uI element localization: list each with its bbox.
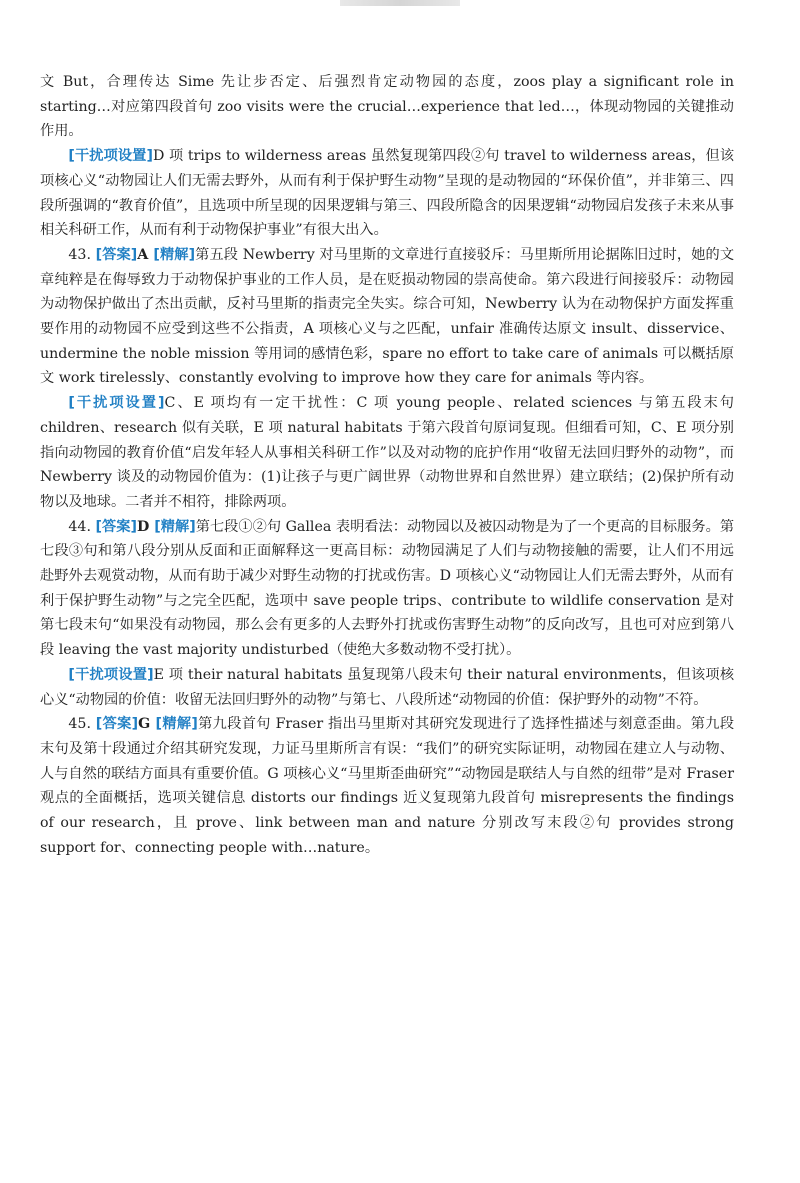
question-number: 43. (68, 246, 96, 263)
answer-letter: A (137, 246, 154, 263)
distractor-tag: [干扰项设置] (68, 148, 153, 165)
para-text: 文 But，合理传达 Sime 先让步否定、后强烈肯定动物园的态度，zoos play a significant role in starting…对应第四段首句 zoo visits were the crucial…experience that led…，体现动物园的关键推动作用。 (40, 74, 734, 140)
question-number: 45. (68, 716, 96, 733)
question-number: 44. (68, 518, 96, 535)
distractor-tag: [干扰项设置] (68, 666, 154, 683)
para-text: E 项 their natural habitats 虽复现第八段末句 their natural environments，但该项核心义“动物园的价值：收留无法回归野外的动物”与第七、八段所述“动物园的价值：保护野外的动物”不符。 (40, 666, 735, 708)
para-q43-answer (40, 243, 734, 391)
para-q45-answer (40, 712, 734, 860)
answer-tag: [答案] (95, 246, 138, 263)
explanation-tag: [精解] (153, 246, 196, 263)
para-q42-distractor (40, 144, 734, 243)
page-top-mark (340, 0, 460, 6)
explanation-tag: [精解] (155, 716, 198, 733)
para-text: 第九段首句 Fraser 指出马里斯对其研究发现进行了选择性描述与刻意歪曲。第九段末句及第十段通过介绍其研究发现，力证马里斯所言有误：“我们”的研究实际证明，动物园在建立人与动物、人与自然的联结方面具有重要价值。G 项核心义“马里斯歪曲研究”“动物园是联结人与自然的纽带”是对 Fraser 观点的全面概括，选项关键信息 distorts our findings 近义复现第九段首句 misrepresents the findings of our research，且 prove、link between man and nature 分别改写末段②句 provides strong support for、connecting people with…nature。 (40, 716, 735, 856)
para-text: 第五段 Newberry 对马里斯的文章进行直接驳斥：马里斯所用论据陈旧过时，她的文章纯粹是在侮辱致力于动物保护事业的工作人员，是在贬损动物园的崇高使命。第六段进行间接驳斥：动物园为动物保护做出了杰出贡献，反衬马里斯的指责完全失实。综合可知，Newberry 认为在动物保护方面发挥重要作用的动物园不应受到这些不公指责，A 项核心义与之匹配，unfair 准确传达原文 insult、disservice、undermine the noble mission 等用词的感情色彩，spare no effort to take care of animals 可以概括原文 work tirelessly、constantly evolving to improve how they care for animals 等内容。 (40, 246, 735, 387)
answer-letter: G (138, 716, 156, 733)
answer-tag: [答案] (95, 518, 137, 535)
para-text: D 项 trips to wilderness areas 虽然复现第四段②句 travel to wilderness areas，但该项核心义“动物园让人们无需去野外，从而有利于保护野生动物”呈现的是动物园的“环保价值”，并非第三、四段所强调的“教育价值”，且选项中所呈现的因果逻辑与第三、四段所隐含的因果逻辑“动物园启发孩子未来从事相关科研工作，从而有利于动物保护事业”有很大出入。 (40, 148, 735, 239)
distractor-tag: [干扰项设置] (68, 395, 165, 412)
para-text: 第七段①②句 Gallea 表明看法：动物园以及被囚动物是为了一个更高的目标服务。第七段③句和第八段分别从反面和正面解释这一更高目标：动物园满足了人们与动物接触的需要，让人们不用远赴野外去观赏动物，从而有助于减少对野生动物的打扰或伤害。D 项核心义“动物园让人们无需去野外，从而有利于保护野生动物”与之完全匹配，选项中 save people trips、contribute to wildlife conservation 是对第七段末句“如果没有动物园，那么会有更多的人去野外打扰或伤害野生动物”的反向改写，且也可对应到第八段 leaving the vast majority undisturbed（使绝大多数动物不受打扰）。 (40, 518, 735, 659)
answer-letter: D (136, 518, 155, 535)
para-q44-distractor (40, 663, 734, 712)
answer-explanation-text (40, 70, 734, 861)
explanation-tag: [精解] (154, 518, 196, 535)
para-q44-answer (40, 515, 734, 663)
para-q43-distractor (40, 391, 734, 515)
para-continuation (40, 70, 734, 144)
answer-tag: [答案] (95, 716, 139, 733)
para-text: C、E 项均有一定干扰性：C 项 young people、related sciences 与第五段末句 children、research 似有关联，E 项 natural habitats 于第六段首句原词复现。但细看可知，C、E 项分别指向动物园的教育价值“启发年轻人从事相关科研工作”以及对动物的庇护作用“收留无法回归野外的动物”，而 Newberry 谈及的动物园价值为：(1)让孩子与更广阔世界（动物世界和自然世界）建立联结；(2)保护所有动物以及地球。二者并不相符，排除两项。 (40, 395, 734, 510)
